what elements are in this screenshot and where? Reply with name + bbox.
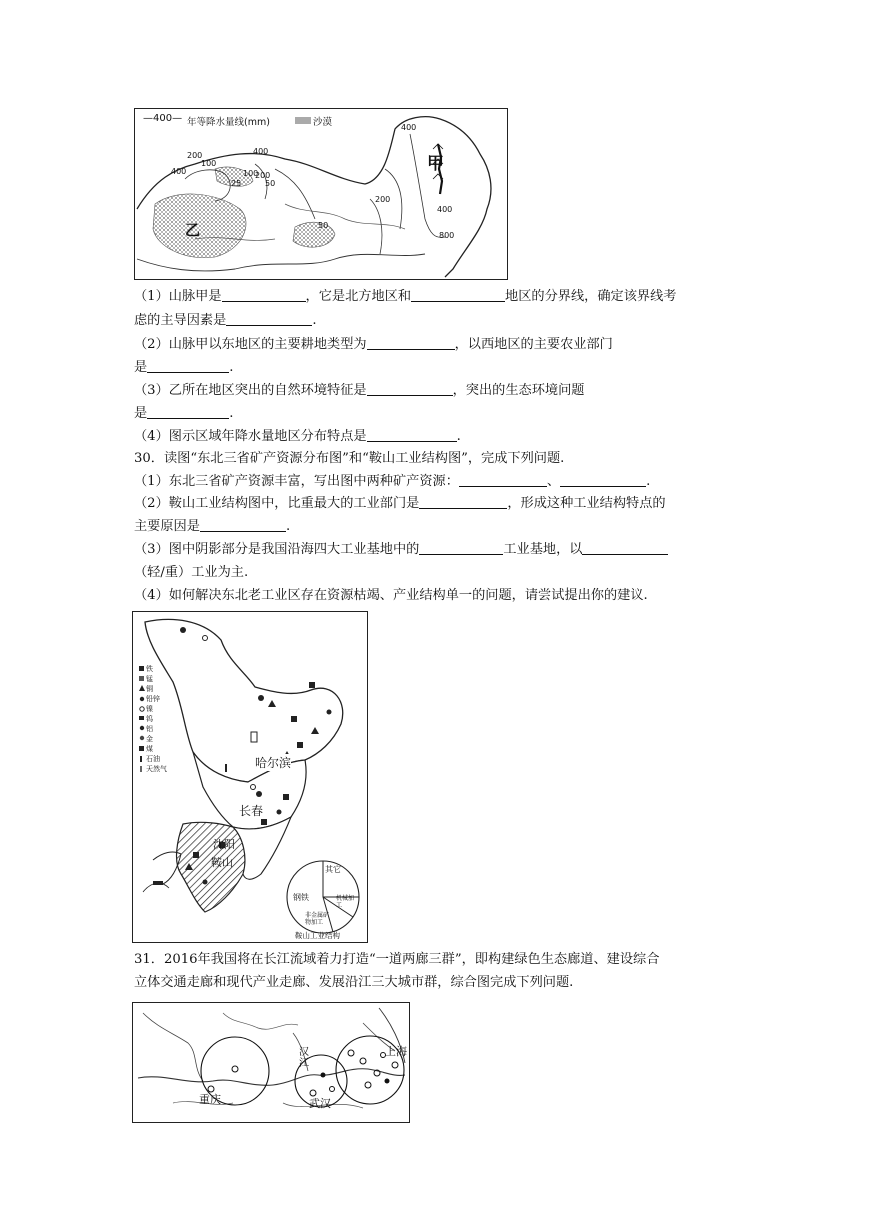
precipitation-map bbox=[134, 108, 508, 280]
legend-desert-swatch bbox=[295, 117, 311, 124]
answer-blank[interactable] bbox=[459, 472, 547, 487]
city-wuhan: 武汉 bbox=[309, 1097, 331, 1110]
legend-isohyet: 年等降水量线(mm) bbox=[187, 117, 270, 128]
city-chongqing: 重庆 bbox=[199, 1093, 221, 1106]
contour-label: 400 bbox=[401, 123, 417, 132]
contour-label: 100 bbox=[243, 169, 259, 178]
contour-label: 400 bbox=[253, 147, 269, 156]
pie-label: 机械加工 bbox=[336, 895, 355, 909]
contour-label: 50 bbox=[265, 179, 276, 188]
contour-label: 200 bbox=[255, 171, 271, 180]
legend-item: 金 bbox=[146, 735, 153, 743]
q30-line-5: （轻/重）工业为主. bbox=[134, 565, 249, 580]
answer-blank[interactable] bbox=[419, 540, 503, 555]
legend-item: 镍 bbox=[146, 705, 153, 713]
q30-title: 30．读图“东北三省矿产资源分布图”和“鞍山工业结构图”，完成下列问题. bbox=[134, 451, 565, 466]
contour-label: 25 bbox=[231, 179, 242, 188]
answer-blank[interactable] bbox=[147, 358, 229, 373]
q29-line-5: （3）乙所在地区突出的自然环境特征是 ，突出的生态环境问题 bbox=[134, 383, 585, 398]
answer-blank[interactable] bbox=[367, 427, 457, 442]
legend-item: 天然气 bbox=[146, 765, 167, 773]
contour-label: 50 bbox=[318, 221, 329, 230]
legend-item: 铅锌 bbox=[146, 695, 160, 703]
answer-blank[interactable] bbox=[419, 494, 507, 509]
q30-line-2: （2）鞍山工业结构图中，比重最大的工业部门是 ，形成这种工业结构特点的 bbox=[134, 496, 666, 511]
legend-item: 锰 bbox=[146, 675, 153, 683]
legend-item: 铁 bbox=[146, 665, 153, 673]
legend-item: 煤 bbox=[146, 745, 153, 753]
contour-label: 800 bbox=[439, 231, 455, 240]
answer-blank[interactable] bbox=[226, 311, 312, 326]
label-yi: 乙 bbox=[185, 221, 201, 239]
label-jia: 甲 bbox=[427, 154, 444, 174]
city-anshan: 鞍山 bbox=[211, 856, 233, 869]
city-changchun: 长春 bbox=[239, 804, 264, 818]
northeast-mineral-map bbox=[132, 611, 368, 943]
answer-blank[interactable] bbox=[367, 335, 455, 350]
q29-line-6: 是 . bbox=[134, 406, 234, 421]
legend-isohyet-sample: —400— bbox=[143, 113, 183, 124]
river-han-label: 汉江 bbox=[299, 1047, 309, 1069]
q30-line-3: 主要原因是 . bbox=[134, 519, 291, 534]
legend-item: 石油 bbox=[146, 755, 160, 763]
answer-blank[interactable] bbox=[582, 540, 668, 555]
yangtze-city-cluster-map bbox=[132, 1002, 410, 1123]
q29-line-2: 虑的主导因素是 . bbox=[134, 313, 317, 328]
answer-blank[interactable] bbox=[367, 381, 453, 396]
q29-line-3: （2）山脉甲以东地区的主要耕地类型为 ，以西地区的主要农业部门 bbox=[134, 337, 613, 352]
q30-line-1: （1）东北三省矿产资源丰富，写出图中两种矿产资源： 、 . bbox=[134, 474, 651, 489]
legend-item: 铜 bbox=[146, 685, 153, 693]
pie-title: 鞍山工业结构 bbox=[295, 931, 340, 940]
contour-label: 200 bbox=[187, 151, 203, 160]
city-harbin: 哈尔滨 bbox=[255, 756, 292, 770]
q31-line-2: 立体交通走廊和现代产业走廊、发展沿江三大城市群，综合图完成下列问题. bbox=[134, 975, 574, 990]
answer-blank[interactable] bbox=[411, 287, 505, 302]
q29-line-7: （4）图示区域年降水量地区分布特点是 . bbox=[134, 429, 461, 444]
legend-item: 铝 bbox=[146, 725, 153, 733]
answer-blank[interactable] bbox=[147, 404, 229, 419]
answer-blank[interactable] bbox=[200, 517, 286, 532]
q30-line-4: （3）图中阴影部分是我国沿海四大工业基地中的 工业基地，以 bbox=[134, 540, 668, 560]
city-shanghai: 上海 bbox=[385, 1045, 407, 1058]
q31-line-1: 31．2016年我国将在长江流域着力打造“一道两廊三群”，即构建绿色生态廊道、建设综合 bbox=[134, 952, 660, 967]
contour-label: 100 bbox=[201, 159, 217, 168]
city-shenyang: 沈阳 bbox=[213, 838, 235, 851]
pie-label: 非金属矿物加工 bbox=[305, 912, 330, 926]
legend-item: 钨 bbox=[146, 715, 153, 723]
pie-label: 其它 bbox=[325, 865, 341, 874]
answer-blank[interactable] bbox=[222, 287, 306, 302]
contour-label: 400 bbox=[171, 167, 187, 176]
q30-line-6: （4）如何解决东北老工业区存在资源枯竭、产业结构单一的问题，请尝试提出你的建议. bbox=[134, 588, 648, 603]
q29-line-1: （1）山脉甲是 ，它是北方地区和 地区的分界线，确定该界线考 bbox=[134, 289, 677, 304]
contour-label: 400 bbox=[437, 205, 453, 214]
pie-label: 钢铁 bbox=[293, 893, 309, 902]
contour-label: 200 bbox=[375, 195, 391, 204]
answer-blank[interactable] bbox=[560, 472, 646, 487]
legend-desert: 沙漠 bbox=[313, 117, 333, 128]
q29-line-4: 是 . bbox=[134, 360, 234, 375]
